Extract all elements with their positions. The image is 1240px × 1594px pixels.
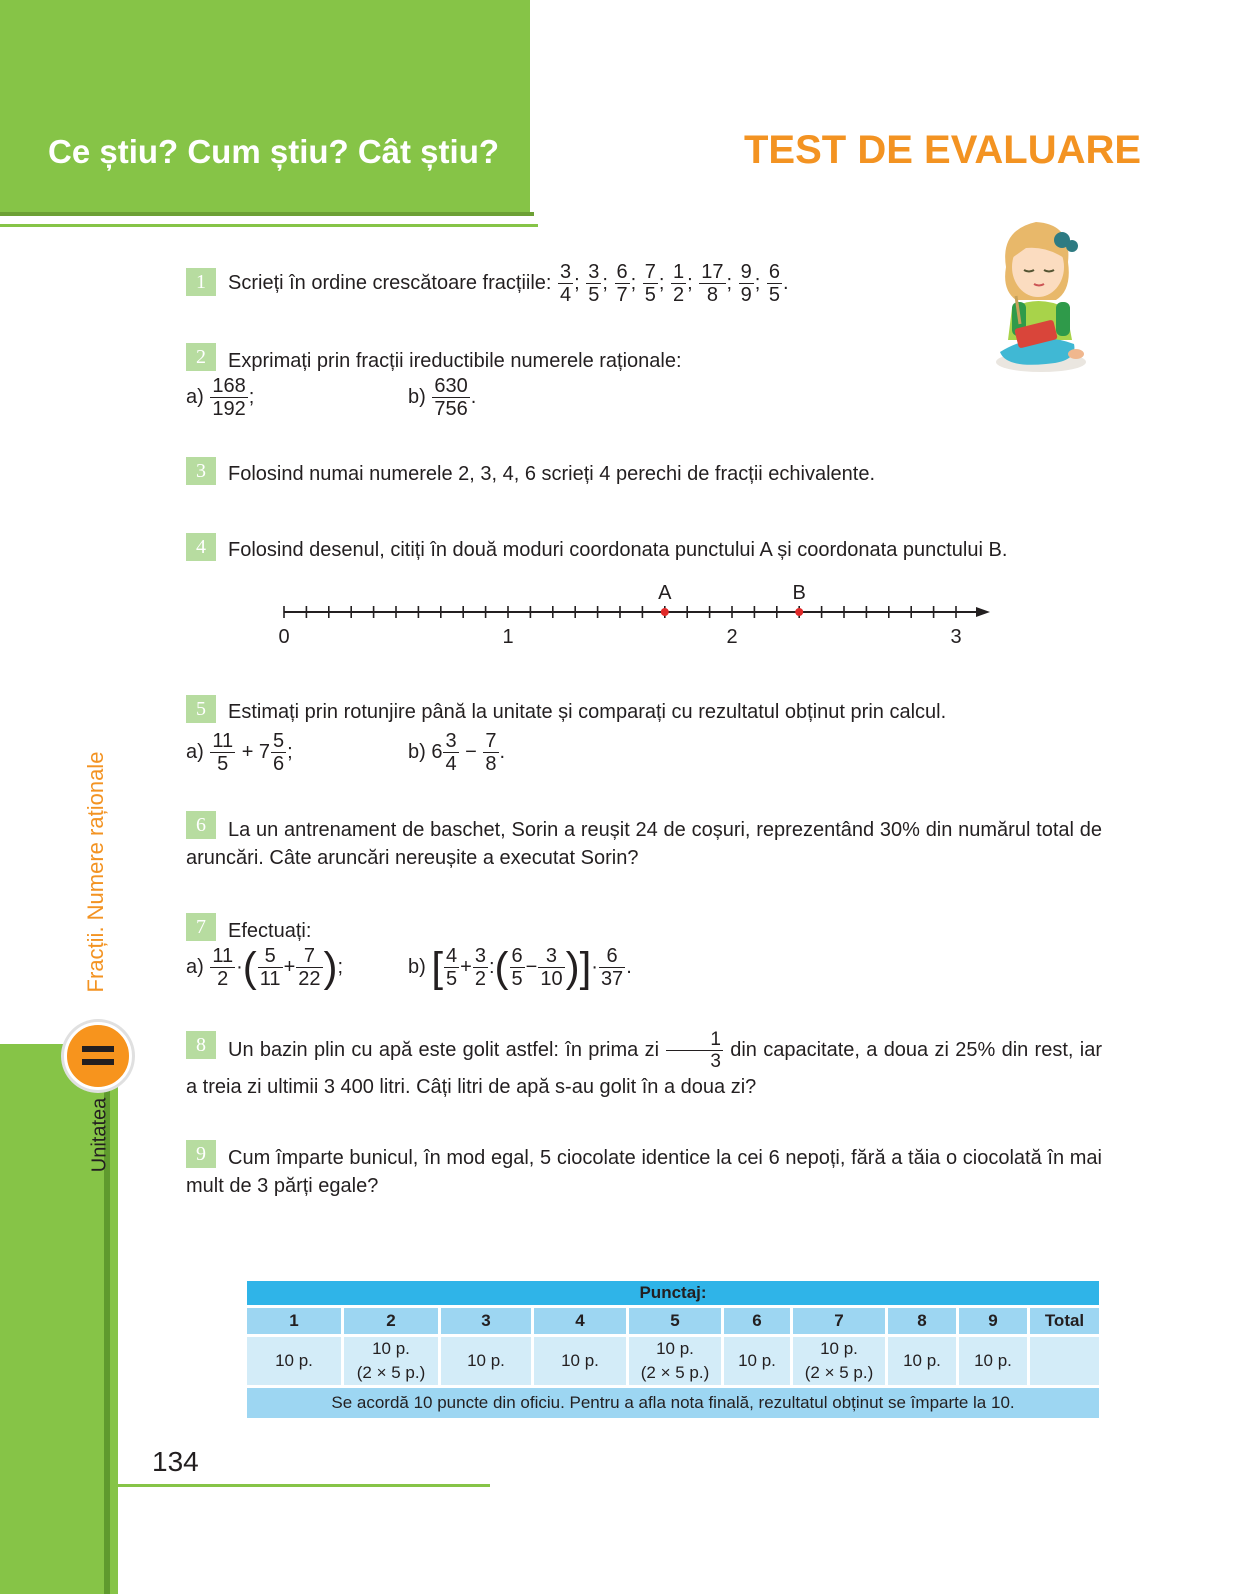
score-column-header: 5 (628, 1307, 723, 1336)
exercise-7-a: a) $\frac{11}{2}$ ·( $\frac{5}{11}$ + $\frac{7}{22}$ ); (186, 943, 344, 991)
exercise-1-fractions: $\frac{3}{4}$ ; $\frac{3}{5}$ ; $\frac{6}{7}$ ; $\frac{7}{5}$ ; $\frac{1}{2}$ ; $\frac{17}{8}$ ; $\frac{9}{9}$ ; $\frac{6}{5}$ . (560, 261, 789, 306)
fraction: $\frac{6}{7}$ (616, 261, 628, 306)
exercise-4-text: Folosind desenul, citiți în două moduri coordonata punctului A și coordonata punctului B. (228, 539, 1008, 561)
exercise-number: 6 (186, 811, 216, 839)
number-line-tick-label: 0 (278, 626, 290, 648)
score-cell-total (1029, 1336, 1101, 1387)
exercise-number: 9 (186, 1140, 216, 1168)
exercise-2-text: Exprimați prin fracții ireductibile numerele raționale: (228, 350, 682, 372)
fraction: $\frac{9}{9}$ (740, 261, 752, 306)
score-column-header: 4 (533, 1307, 628, 1336)
number-line-point-a (661, 608, 669, 616)
exercise-number: 2 (186, 343, 216, 371)
number-line (270, 574, 1010, 654)
exercise-number: 7 (186, 913, 216, 941)
score-column-header: 3 (440, 1307, 533, 1336)
exercise-number: 5 (186, 695, 216, 723)
header-divider (0, 224, 538, 227)
fraction: $\frac{17}{8}$ (701, 261, 724, 306)
fraction: $\frac{7}{5}$ (644, 261, 656, 306)
score-table (244, 1278, 1102, 1421)
chapter-subject: Fracții. Numere raționale (83, 751, 108, 993)
score-cell: 10 p. (723, 1336, 792, 1387)
unit-label: Unitatea (88, 1097, 111, 1173)
exercise-9-text: Cum împarte bunicul, în mod egal, 5 ciocolate identice la cei 6 nepoți, fără a tăia o ciocolată în mai mult de 3 părți egale? (186, 1147, 1102, 1197)
number-line-point-b (795, 608, 803, 616)
fraction: $\frac{3}{5}$ (588, 261, 600, 306)
unit-roman-stroke (82, 1059, 114, 1065)
exercise-number: 8 (186, 1031, 216, 1059)
score-column-header: 2 (343, 1307, 440, 1336)
score-table-title: Punctaj: (246, 1280, 1101, 1307)
number-line-point-label: B (792, 582, 806, 604)
exercise-1 (228, 262, 789, 305)
score-column-header: 9 (958, 1307, 1029, 1336)
exercise-3-text: Folosind numai numerele 2, 3, 4, 6 scrieți 4 perechi de fracții echivalente. (228, 463, 876, 485)
score-table-note: Se acordă 10 puncte din oficiu. Pentru a afla nota finală, rezultatul obținut se împarte la 10. (246, 1387, 1101, 1420)
score-column-header: 6 (723, 1307, 792, 1336)
footer-divider (118, 1484, 490, 1487)
score-column-header: Total (1029, 1307, 1101, 1336)
exercise-7-text: Efectuați: (228, 920, 312, 942)
unit-roman-stroke (82, 1046, 114, 1052)
exercise-5-a: a) $\frac{11}{5}$ + 7 $\frac{5}{6}$ ; (186, 730, 293, 775)
page-number: 134 (152, 1446, 199, 1477)
number-line-tick-label: 2 (726, 626, 738, 648)
number-line-arrow (976, 607, 990, 617)
header-shadow (0, 212, 534, 216)
exercise-number: 3 (186, 457, 216, 485)
exercise-2-a: a) $\frac{168}{192}$ ; (186, 375, 255, 420)
fraction: $\frac{1}{2}$ (673, 261, 685, 306)
exercise-1-text: Scrieți în ordine crescătoare fracțiile: (228, 271, 552, 294)
section-title: Ce știu? Cum știu? Cât știu? (48, 133, 500, 170)
number-line-tick-label: 1 (502, 626, 514, 648)
score-cell: 10 p. (246, 1336, 343, 1387)
score-cell: 10 p. (2 × 5 p.) (343, 1336, 440, 1387)
exercise-number: 4 (186, 533, 216, 561)
score-cell: 10 p. (2 × 5 p.) (792, 1336, 887, 1387)
score-cell: 10 p. (440, 1336, 533, 1387)
exercise-8-text: Un bazin plin cu apă este golit astfel: în prima zi $\frac{1}{3}$ din capacitate, a doua zi 25% din rest, iar a treia zi ultimii 3 400 litri. Câți litri de apă s-au golit în a doua zi? (186, 1029, 1102, 1098)
exercise-number: 1 (186, 268, 216, 296)
score-cell: 10 p. (2 × 5 p.) (628, 1336, 723, 1387)
exercise-5-b: b) 6 $\frac{3}{4}$ − $\frac{7}{8}$ . (408, 730, 506, 775)
exercise-6-text: La un antrenament de baschet, Sorin a reușit 24 de coșuri, reprezentând 30% din numărul total de aruncări. Câte aruncări nereușite a executat Sorin? (186, 819, 1102, 869)
score-column-header: 1 (246, 1307, 343, 1336)
exercise-7-b: b) [ $\frac{4}{5}$ + $\frac{3}{2}$ :( $\frac{6}{5}$ − $\frac{3}{10}$ )]· $\frac{6}{37}$ . (408, 943, 632, 991)
test-title: TEST DE EVALUARE (744, 128, 1142, 172)
fraction: $\frac{3}{4}$ (560, 261, 572, 306)
exercise-2-b: b) $\frac{630}{756}$ . (408, 375, 477, 420)
girl-reading-illustration (986, 212, 1096, 377)
score-cell: 10 p. (958, 1336, 1029, 1387)
number-line-point-label: A (658, 582, 672, 604)
score-cell: 10 p. (533, 1336, 628, 1387)
header-banner (0, 0, 530, 212)
fraction: $\frac{6}{5}$ (768, 261, 781, 306)
unit-number-badge (64, 1022, 132, 1090)
exercise-5-text: Estimați prin rotunjire până la unitate și comparați cu rezultatul obținut prin calcul. (228, 701, 947, 723)
number-line-tick-label: 3 (950, 626, 962, 648)
score-cell: 10 p. (887, 1336, 958, 1387)
score-column-header: 7 (792, 1307, 887, 1336)
score-column-header: 8 (887, 1307, 958, 1336)
